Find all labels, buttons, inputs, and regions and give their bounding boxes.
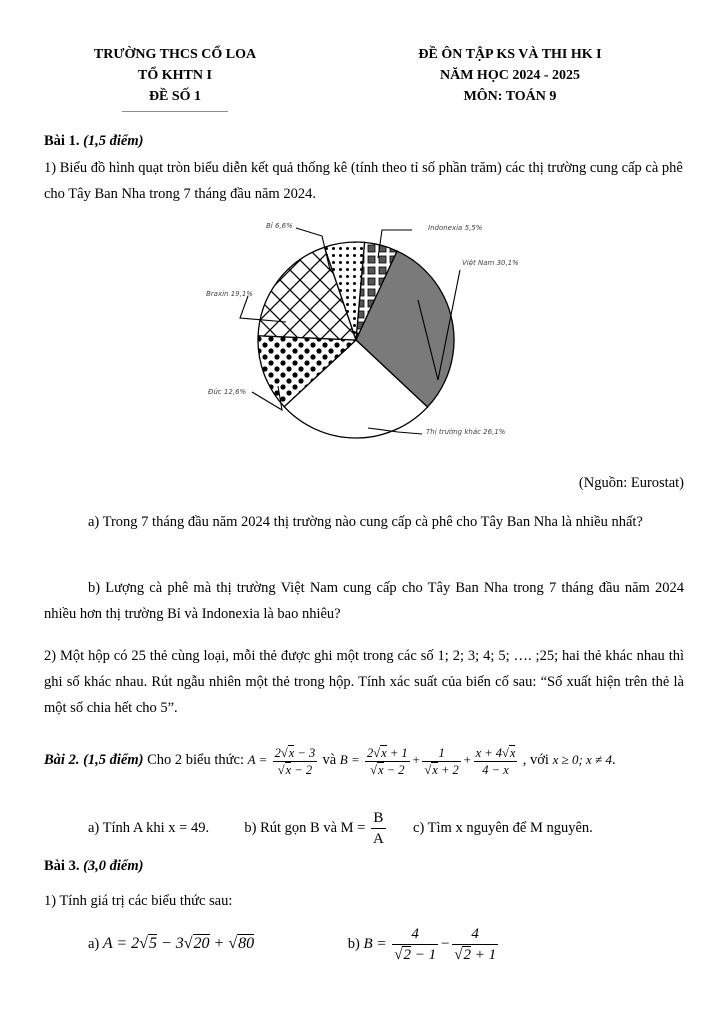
header-left [60,44,290,112]
slice-label-duc: Đức 12,6% [208,388,247,396]
bai2-condition: x ≥ 0; x ≠ 4 [552,752,612,767]
chart-source: (Nguồn: Eurostat) [578,475,684,491]
bai2-qc-M: M [529,819,543,836]
slice-label-braxin: Braxin 19,1% [206,290,253,298]
bai3-a-label: a) [88,936,100,952]
bai3-expression-B: B = $\frac{4}{√2 - 1}$ − $\frac{4}{√2 + 1}$ [363,926,497,964]
header-underline [122,111,228,112]
exam-number: ĐỀ SỐ 1 [148,89,202,104]
bai2-intro: Cho 2 biểu thức: [147,752,244,768]
bai1-label: Bài 1. [44,133,80,149]
bai2-points: (1,5 điểm) [83,752,144,768]
bai2-qa: a) Tính A khi [88,819,165,836]
bai3-expression-A: A = 2√5 − 3√20 + √80 [102,935,255,952]
bai2-and: và [322,752,337,768]
school-year: NĂM HỌC 2024 - 2025 [440,68,580,83]
bai2-qb-and: và [323,819,337,836]
bai3-expressions [88,922,688,966]
bai1-points: (1,5 điểm) [83,133,144,149]
pie-chart [190,210,550,455]
department: TỔ KHTN I [138,68,212,83]
bai3-points: (3,0 điểm) [83,858,144,874]
bai2-qc-end: nguyên. [546,819,593,836]
header-right [360,44,660,107]
bai2-cond-prefix: , với [522,752,549,768]
subject: MÔN: TOÁN 9 [463,89,557,104]
slice-label-viet-nam: Việt Nam 30,1% [462,259,519,267]
bai2-qc: c) Tìm x nguyên để [413,819,527,836]
bai1-heading [44,128,684,154]
fraction-M: M = $\frac{B}{A}$ [340,810,384,847]
bai2-line: Bài 2. (1,5 điểm) Cho 2 biểu thức: A = $\frac{2√x - 3}{√x - 2}$ và B = $\frac{2√x + 1}{√x - 2}$ + $\frac{1}{√x + 2}$ + $\frac{x + 4√x}{4 - x}$ , với x ≥ 0; x ≠ 4. [44,745,616,777]
bai1-question-b: b) Lượng cà phê mà thị trường Việt Nam cung cấp cho Tây Ban Nha trong 7 tháng đầu năm 2024 nhiều hơn thị trường Bỉ và Indonexia là bao nhiêu? [44,580,684,622]
bai1-q1-text: 1) Biểu đồ hình quạt tròn biểu diễn kết quả thống kê (tính theo tỉ số phần trăm) các thị trường cung cấp cà phê cho Tây Ban Nha trong 7 tháng đầu năm 2024. [44,160,683,202]
fraction-A: $\frac{2√x - 3}{√x - 2}$ [274,745,316,777]
slice-label-bi: Bỉ 6,6% [266,222,293,230]
bai3-b-label: b) [347,936,360,952]
bai2-qb: b) Rút gọn [244,819,307,836]
bai3-heading [44,853,684,879]
expression-A: A = $\frac{2√x - 3}{√x - 2}$ [247,745,316,777]
bai2-qa-math: x = 49 [168,819,206,836]
bai1-question-a: a) Trong 7 tháng đầu năm 2024 thị trường nào cung cấp cà phê cho Tây Ban Nha là nhiều nhất? [88,514,643,530]
bai2-heading: Bài 2. [44,752,80,768]
bai2-label [44,752,143,768]
bai3-label: Bài 3. [44,858,80,874]
slice-label-thi-truong-khac: Thị trường khác 26,1% [426,428,506,436]
school-name: TRƯỜNG THCS CỔ LOA [93,47,257,62]
expression-B: B = $\frac{2√x + 1}{√x - 2}$ + $\frac{1}{√x + 2}$ + $\frac{x + 4√x}{4 - x}$ [339,745,516,777]
bai3-q1-text: 1) Tính giá trị các biểu thức sau: [44,893,233,909]
bai1-q2-text: 2) Một hộp có 25 thẻ cùng loại, mỗi thẻ được ghi một trong các số 1; 2; 3; 4; 5; …. ;25; hai thẻ khác nhau thì ghi số khác nhau. Rút ngẫu nhiên một thẻ trong hộp. Tính xác suất của biến cố sau: “Số xuất hiện trên thẻ là một số chia hết cho 5”. [44,648,684,716]
slice-label-indonexia: Indonexia 5,5% [428,224,483,232]
exam-title: ĐỀ ÔN TẬP KS VÀ THI HK I [418,47,602,62]
bai2-qb-B: B [310,819,320,836]
bai2-subquestions: a) Tính A khi x = 49. b) Rút gọn B và M = $\frac{B}{A}$ c) Tìm x nguyên để M nguyên. [88,810,593,847]
